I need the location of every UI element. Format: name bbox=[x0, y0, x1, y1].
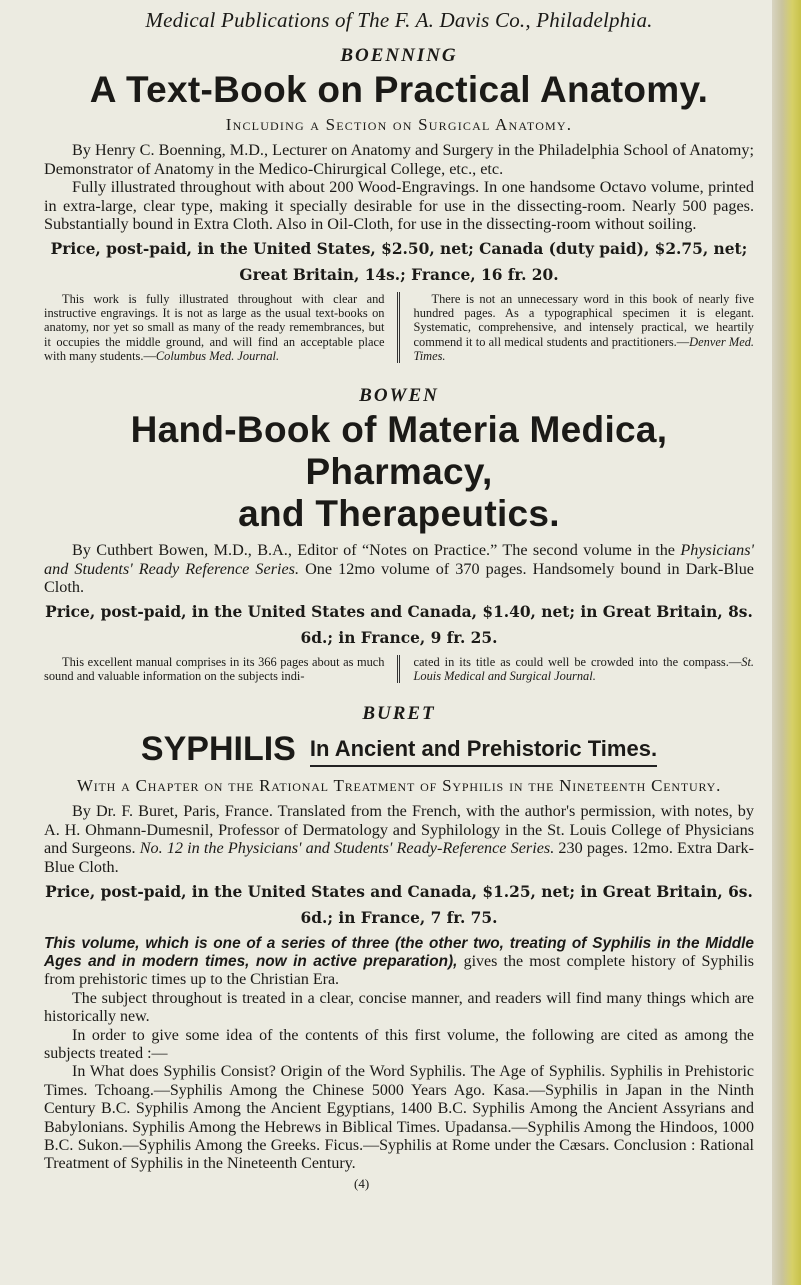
book-title: A Text-Book on Practical Anatomy. bbox=[89, 69, 709, 110]
series-name: No. 12 in the Physicians' and Students' Ready-Reference Series. bbox=[139, 839, 555, 858]
review-right bbox=[414, 292, 755, 363]
price-line: Price, post-paid, in the United States, $2.50, net; Canada (duty paid), $2.75, net; Great Britain, 14s.; France, 16 fr. 20. bbox=[50, 239, 748, 284]
book-description bbox=[44, 802, 754, 876]
description-text: One 12mo volume of 370 pages. Handsomely bound in Dark-Blue Cloth. bbox=[44, 559, 754, 597]
book-title bbox=[44, 731, 754, 767]
book-boenning bbox=[44, 45, 754, 363]
treatment-text: The subject throughout is treated in a clear, concise manner, and readers will find many things which are historically new. bbox=[44, 989, 754, 1026]
price-line: Price, post-paid, in the United States and Canada, $1.40, net; in Great Britain, 8s. 6d.; in France, 9 fr. 25. bbox=[45, 602, 753, 647]
review-right bbox=[414, 655, 755, 683]
book-bowen bbox=[44, 385, 754, 683]
book-description bbox=[44, 541, 754, 597]
page-edge bbox=[772, 0, 801, 1285]
review-source: Columbus Med. Journal. bbox=[155, 348, 280, 363]
review-text: This excellent manual comprises in its 366 pages about as much sound and valuable information on the subjects indi- bbox=[44, 654, 385, 683]
series-note: This volume, which is one of a series of three (the other two, treating of Syphilis in the Middle Ages and in modern times, now in active preparation), bbox=[44, 934, 754, 970]
price-line: Price, post-paid, in the United States and Canada, $1.25, net; in Great Britain, 6s. 6d.; in France, 7 fr. 75. bbox=[45, 882, 753, 927]
catalog-page bbox=[44, 8, 754, 1192]
book-title-line-2: and Therapeutics. bbox=[238, 492, 560, 534]
review-source: St. Louis Medical and Surgical Journal. bbox=[413, 654, 754, 683]
review-left bbox=[44, 292, 400, 363]
history-text: gives the most complete history of Syphilis from prehistoric times up to the Christian Era. bbox=[44, 952, 754, 989]
book-contents-description bbox=[44, 935, 754, 1174]
description-text: By Dr. F. Buret, Paris, France. Translated from the French, with the author's permission, with notes, by A. H. Ohmann-Dumesnil, Professor of Dermatology and Syphilology in the St. Louis College of Physicians and Surgeons. bbox=[44, 802, 754, 858]
description-text: 230 pages. 12mo. Extra Dark-Blue Cloth. bbox=[44, 839, 754, 876]
review-columns bbox=[44, 292, 754, 363]
review-left bbox=[44, 655, 400, 683]
book-title-main: SYPHILIS bbox=[140, 730, 296, 769]
chapter-note: With a Chapter on the Rational Treatment of Syphilis in the Nineteenth Century. bbox=[76, 776, 722, 796]
author-heading: BURET bbox=[362, 703, 436, 725]
book-subtitle: Including a Section on Surgical Anatomy. bbox=[225, 115, 573, 134]
series-name: Physicians' and Students' Ready Reference Series. bbox=[44, 540, 754, 578]
review-columns bbox=[44, 655, 754, 683]
book-details: Fully illustrated throughout with about 200 Wood-Engravings. In one handsome Octavo volume, printed in extra-large, clear type, making it specially desirable for use in the dissecting-room. Nearly 500 pages. Substantially bound in Extra Cloth. Also in Oil-Cloth, for use in the dissecting-room without soiling. bbox=[44, 178, 754, 234]
page-header: Medical Publications of The F. A. Davis Co., Philadelphia. bbox=[145, 8, 653, 32]
book-description: By Henry C. Boenning, M.D., Lecturer on Anatomy and Surgery in the Philadelphia School of Anatomy; Demonstrator of Anatomy in the Medico-Chirurgical College, etc., etc. bbox=[44, 141, 754, 178]
author-heading: BOENNING bbox=[340, 45, 458, 66]
review-text: There is not an unnecessary word in this book of nearly five hundred pages. As a typographical specimen it is elegant. Systematic, comprehensive, and intensely practical, we heartily commend it to all medical students and practitioners.— bbox=[413, 291, 754, 349]
contents-intro: In order to give some idea of the contents of this first volume, the following are cited as among the subjects treated :— bbox=[44, 1026, 754, 1062]
contents-list: In What does Syphilis Consist? Origin of the Word Syphilis. The Age of Syphilis. Syphilis in Prehistoric Times. Tchoang.—Syphilis Among the Chinese 5000 Years Ago. Kasa.—Syphilis in Japan in the Ninth Century B.C. Syphilis Among the Ancient Egyptians, 1400 B.C. Syphilis Among the Ancient Assyrians and Babylonians. Syphilis Among the Hebrews in Biblical Times. Upadansa.—Syphilis Among the Hindoos, 1000 B.C. Sukon.—Syphilis Among the Greeks. Ficus.—Syphilis at Rome under the Cæsars. Conclusion : Rational Treatment of Syphilis in the Nineteenth Century. bbox=[44, 1063, 754, 1173]
author-heading: BOWEN bbox=[359, 384, 439, 406]
description-text: By Cuthbert Bowen, M.D., B.A., Editor of “Notes on Practice.” The second volume in the bbox=[72, 540, 681, 559]
review-text: This work is fully illustrated throughout with clear and instructive engravings. It is not as large as the usual text-books on anatomy, nor yet so small as many of the ready remembrances, but it occupies the middle ground, and will find an acceptable place with many students.— bbox=[44, 291, 385, 363]
book-title-line-1: Hand-Book of Materia Medica, Pharmacy, bbox=[130, 408, 668, 492]
book-title-sub: In Ancient and Prehistoric Times. bbox=[310, 735, 657, 767]
review-source: Denver Med. Times. bbox=[413, 334, 754, 363]
review-text: cated in its title as could well be crowded into the compass.— bbox=[413, 654, 742, 669]
book-buret bbox=[44, 703, 754, 1192]
page-number: (4) bbox=[354, 1175, 370, 1191]
